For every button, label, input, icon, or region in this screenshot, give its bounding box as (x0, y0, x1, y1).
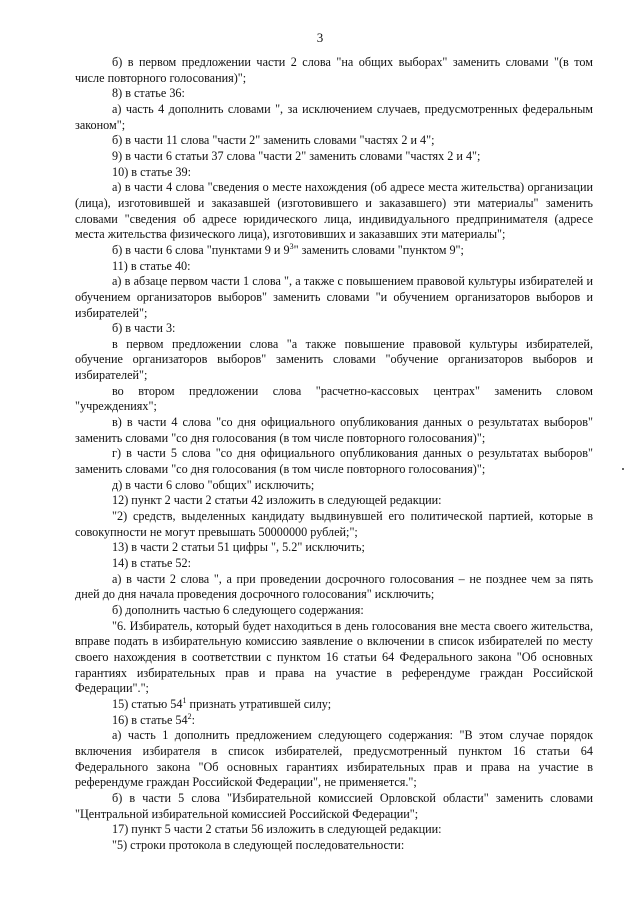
paragraph: в первом предложении слова "а также повышение правовой культуры избирателей, обучение организаторов выборов" заменить словами "обучение организаторов выборов и избирателей"; (75, 336, 593, 383)
paragraph: "5) строки протокола в следующей последовательности: (112, 837, 405, 852)
paragraph: б) в первом предложении части 2 слова "на общих выборах" заменить словами "(в том числе повторного голосования)"; (75, 55, 593, 85)
paragraph: б) в части 3: (112, 321, 176, 336)
paragraph-text: " заменить словами "пунктом 9"; (293, 242, 464, 257)
paragraph (75, 713, 593, 729)
paragraph: 17) пункт 5 части 2 статьи 56 изложить в следующей редакции: (112, 822, 442, 837)
paragraph: б) дополнить частью 6 следующего содержания: (112, 602, 364, 617)
paragraph-text: признать утратившей силу; (186, 696, 332, 711)
paragraph: д) в части 6 слово "общих" исключить; (112, 477, 315, 492)
paragraph (75, 697, 593, 713)
paragraph (75, 243, 593, 259)
paragraph: б) в части 5 слова "Избирательной комиссией Орловской области" заменить словами "Центральной избирательной комиссией Российской Федерации"; (75, 790, 593, 821)
paragraph-text: б) в части 6 слова "пунктами 9 и 9 (112, 242, 290, 257)
paragraph: "2) средств, выделенных кандидату выдвинувшей его политической партией, которые в совокупности не могут превышать 50000000 рублей;"; (75, 509, 593, 539)
paragraph: б) в части 11 слова "части 2" заменить словами "частях 2 и 4"; (112, 133, 435, 148)
paragraph: в) в части 4 слова "со дня официального опубликования данных о результатах выборов" заменить словами "со дня голосования (в том числе повторного голосования)"; (75, 415, 593, 445)
scan-mark (622, 468, 624, 470)
paragraph: а) в абзаце первом части 1 слова ", а также с повышением правовой культуры избирателей и обучением организаторов выборов" заменить словами "и обучением организаторов выборов и избирателей"; (75, 274, 593, 320)
paragraph: 11) в статье 40: (112, 258, 191, 273)
paragraph: г) в части 5 слова "со дня официального опубликования данных о результатах выборов" заменить словами "со дня голосования (в том числе повторного голосования)"; (75, 446, 593, 477)
paragraph: 12) пункт 2 части 2 статьи 42 изложить в следующей редакции: (112, 493, 442, 508)
paragraph: а) часть 1 дополнить предложением следующего содержания: "В этом случае порядок включения избирателя в список избирателей, предусмотренный пунктом 16 статьи 64 Федерального закона "Об основных гарантиях избирательных прав и права на участие в референдуме граждан Российской Федерации", не применяется."; (75, 728, 593, 790)
superscript: 1 (182, 695, 187, 705)
superscript: 2 (187, 711, 192, 721)
paragraph-text: 15) статью 54 (112, 696, 183, 711)
paragraph: 8) в статье 36: (112, 86, 185, 101)
paragraph: 9) в части 6 статьи 37 слова "части 2" заменить словами "частях 2 и 4"; (112, 148, 481, 163)
superscript: 3 (289, 241, 294, 251)
page-number: 3 (316, 30, 324, 45)
paragraph: а) в части 4 слова "сведения о месте нахождения (об адресе места жительства) организации (лица), изготовившей и заказавшей (изготовившего и заказавшего) эти материалы" заменить словами "сведения об адресе юридического лица, индивидуального предпринимателя (адресе места жительства физического лица), изготовивших и заказавших эти материалы"; (75, 180, 593, 242)
paragraph: а) часть 4 дополнить словами ", за исключением случаев, предусмотренных федеральным законом"; (75, 101, 593, 132)
paragraph-text: 16) в статье 54 (112, 712, 188, 727)
paragraph: 13) в части 2 статьи 51 цифры ", 5.2" исключить; (112, 540, 365, 555)
paragraph-text: : (191, 712, 195, 727)
paragraph: во втором предложении слова "расчетно-кассовых центрах" заменить словом "учреждениях"; (75, 383, 593, 414)
paragraph: 10) в статье 39: (112, 164, 191, 179)
paragraph: а) в части 2 слова ", а при проведении досрочного голосования – не позднее чем за пять дней до дня начала проведения досрочного голосования" исключить; (75, 571, 593, 602)
document-body (75, 55, 593, 853)
paragraph: 14) в статье 52: (112, 556, 191, 570)
paragraph: "6. Избиратель, который будет находиться в день голосования вне места своего жительства, вправе подать в избирательную комиссию заявление о включении в список избирателей по месту своего нахождения в соответствии с пунктом 16 статьи 64 Федерального закона "Об основных гарантиях избирательных прав и права на участие в референдуме граждан Российской Федерации"."; (75, 618, 593, 696)
